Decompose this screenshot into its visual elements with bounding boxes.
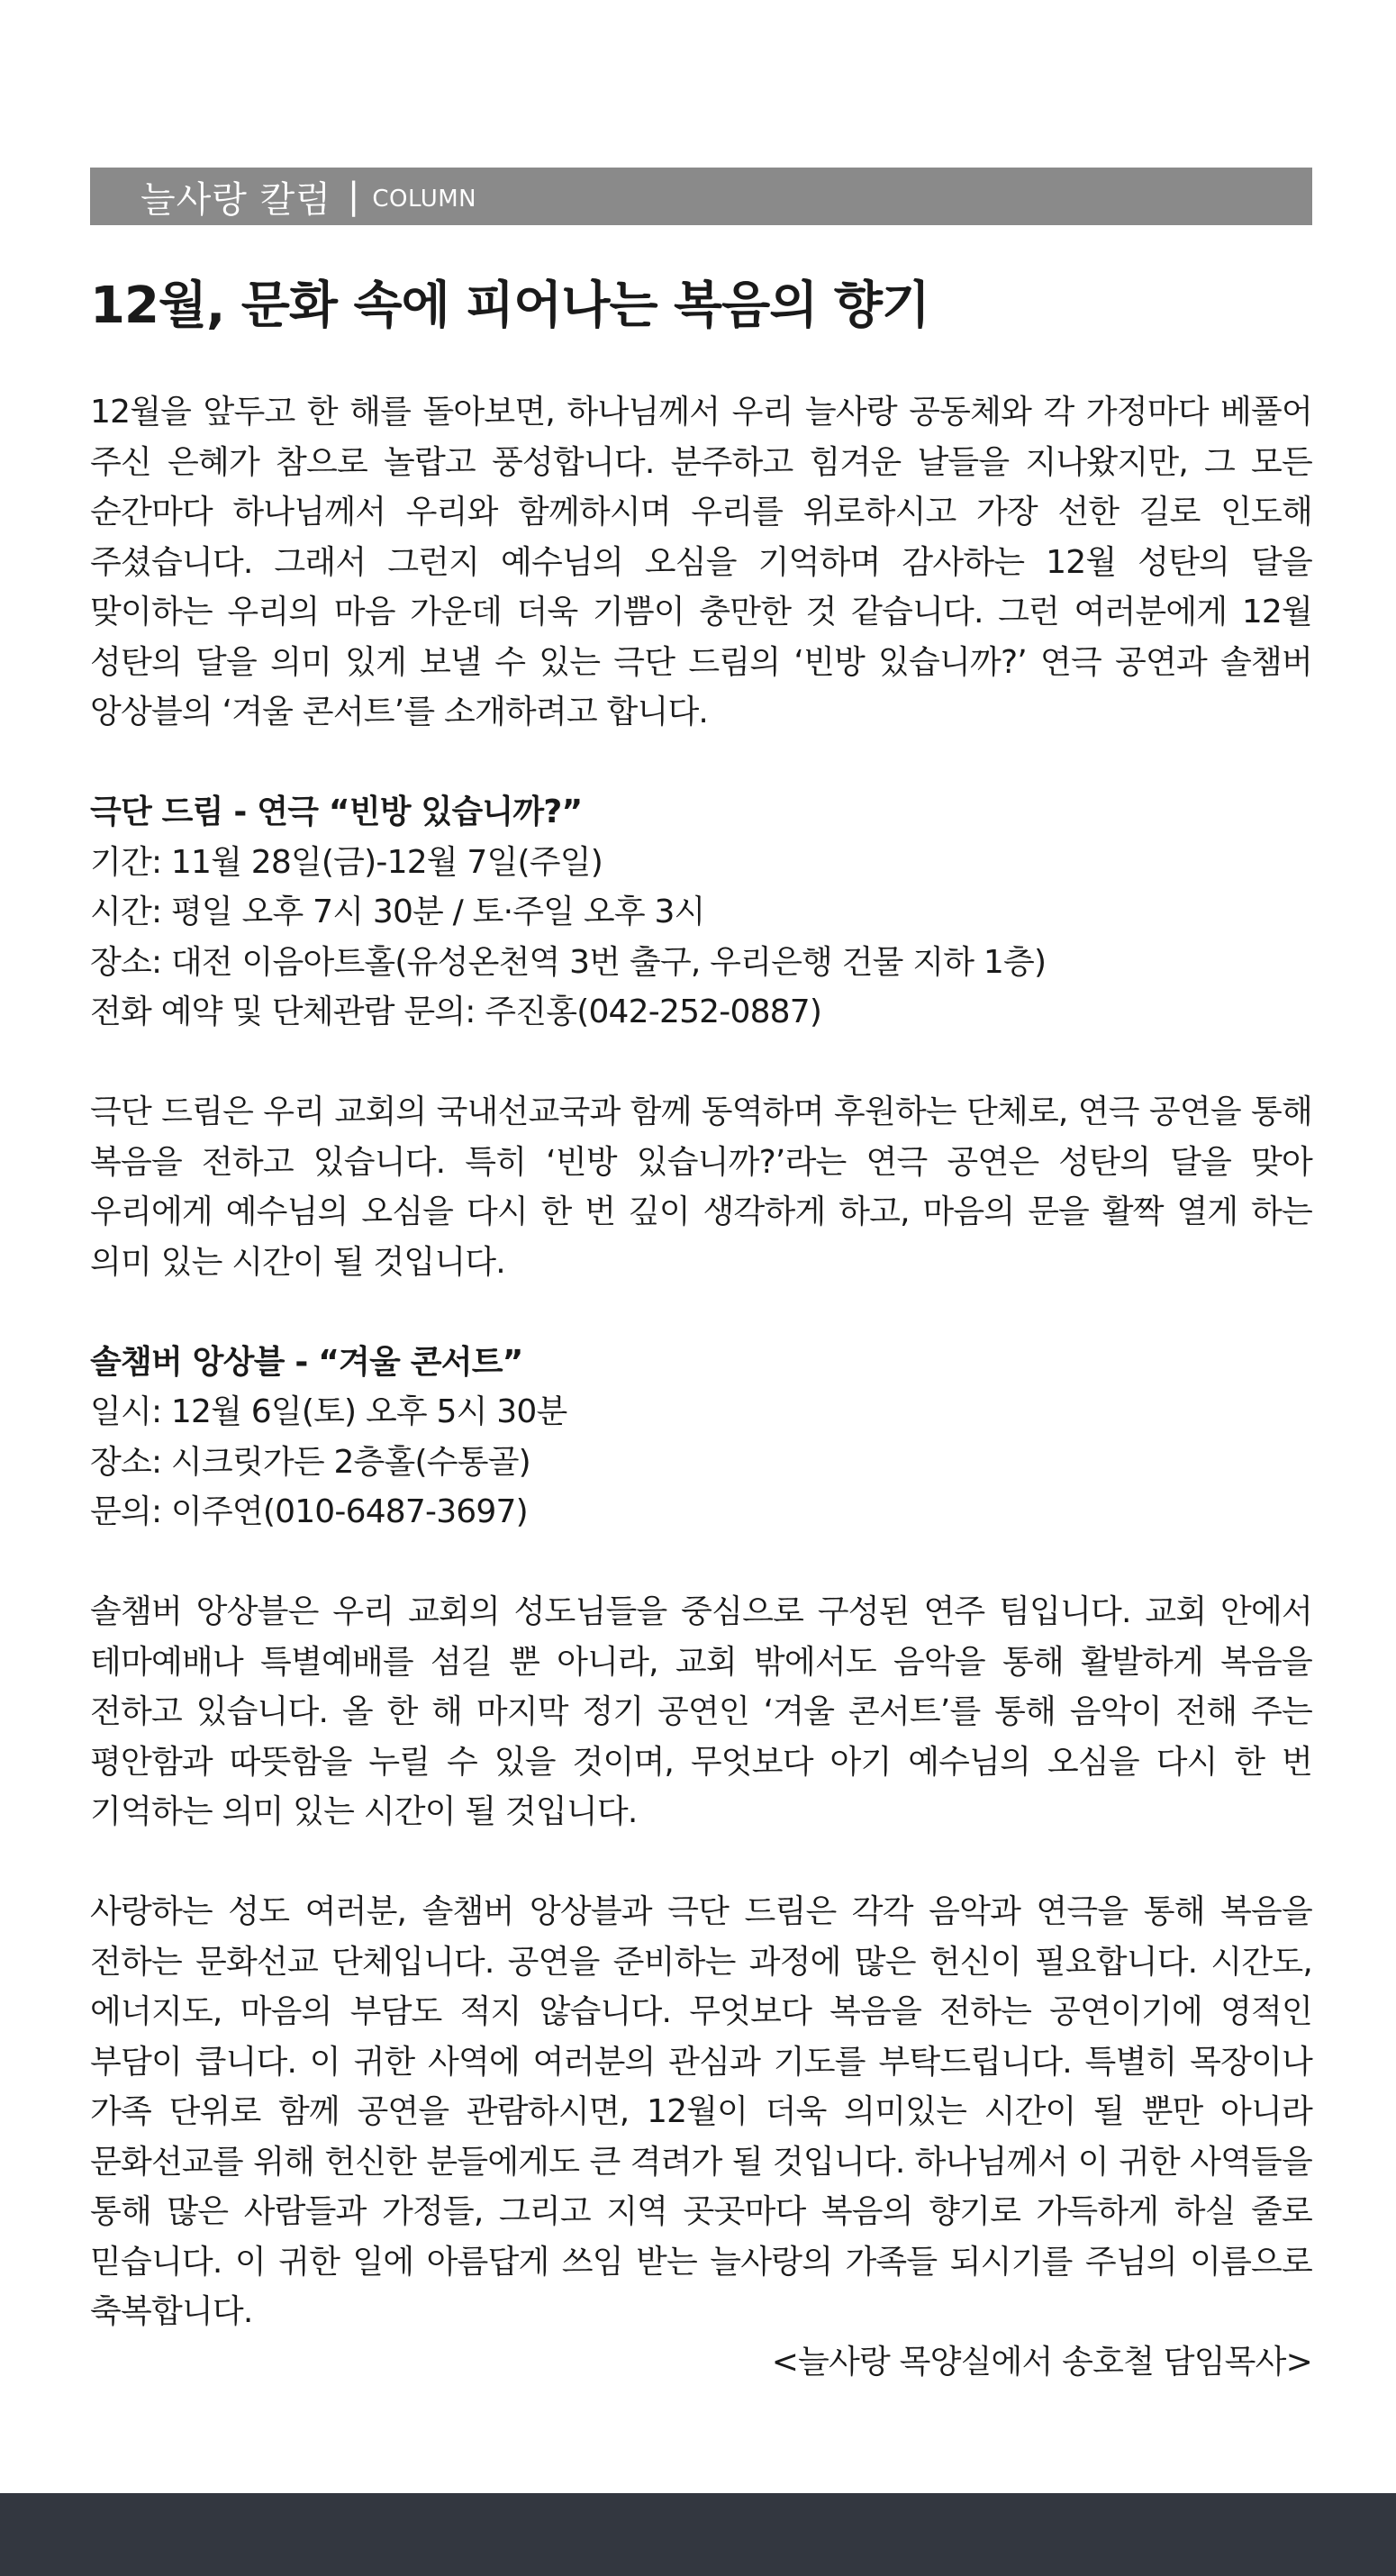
event-concert-title: 솔챔버 앙상블 - “겨울 콘서트” (90, 1343, 523, 1381)
event-concert-place: 장소: 시크릿가든 2층홀(수통골) (90, 1443, 530, 1481)
author-signature: <늘사랑 목양실에서 송호철 담임목사> (771, 2343, 1312, 2381)
event-drama-contact: 전화 예약 및 단체관람 문의: 주진홍(042-252-0887) (90, 993, 822, 1030)
event-drama-period: 기간: 11월 28일(금)-12월 7일(주일) (90, 843, 603, 881)
intro-paragraph: 12월을 앞두고 한 해를 돌아보면, 하나님께서 우리 늘사랑 공동체와 각 가정마다 베풀어 주신 은혜가 참으로 놀랍고 풍성합니다. 분주하고 힘겨운 날들을 지나왔지만, 그 모든 순간마다 하나님께서 우리와 함께하시며 우리를 위로하시고 가장 선한 길로 인도해 주셨습니다. 그래서 그런지 예수님의 오심을 기억하며 감사하는 12월 성탄의 달을 맞이하는 우리의 마음 가운데 더욱 기쁨이 충만한 것 같습니다. 그런 여러분에게 12월 성탄의 달을 의미 있게 보낼 수 있는 극단 드림의 ‘빈방 있습니까?’ 연극 공연과 솔챔버 앙상블의 ‘겨울 콘서트’를 소개하려고 합니다. (90, 394, 1312, 730)
article-body (90, 387, 1312, 2387)
event-concert-datetime: 일시: 12월 6일(토) 오후 5시 30분 (90, 1393, 567, 1430)
event-drama-time: 시간: 평일 오후 7시 30분 / 토·주일 오후 3시 (90, 893, 705, 930)
footer-bar (0, 2493, 1396, 2576)
event-drama-place: 장소: 대전 이음아트홀(유성온천역 3번 출구, 우리은행 건물 지하 1층) (90, 943, 1047, 981)
header-separator: | (347, 176, 360, 217)
event-concert-contact: 문의: 이주연(010-6487-3697) (90, 1493, 528, 1530)
event-drama-description: 극단 드림은 우리 교회의 국내선교국과 함께 동역하며 후원하는 단체로, 연극 공연을 통해 복음을 전하고 있습니다. 특히 ‘빈방 있습니까?’라는 연극 공연은 성탄의 달을 맞아 우리에게 예수님의 오심을 다시 한 번 깊이 생각하게 하고, 마음의 문을 활짝 열게 하는 의미 있는 시간이 될 것입니다. (90, 1093, 1312, 1281)
event-drama-title: 극단 드림 - 연극 “빈방 있습니까?” (90, 794, 583, 830)
closing-paragraph: 사랑하는 성도 여러분, 솔챔버 앙상블과 극단 드림은 각각 음악과 연극을 통해 복음을 전하는 문화선교 단체입니다. 공연을 준비하는 과정에 많은 헌신이 필요합니다. 시간도, 에너지도, 마음의 부담도 적지 않습니다. 무엇보다 복음을 전하는 공연이기에 영적인 부담이 큽니다. 이 귀한 사역에 여러분의 관심과 기도를 부탁드립니다. 특별히 목장이나 가족 단위로 함께 공연을 관람하시면, 12월이 더욱 의미있는 시간이 될 뿐만 아니라 문화선교를 위해 헌신한 분들에게도 큰 격려가 될 것입니다. 하나님께서 이 귀한 사역들을 통해 많은 사람들과 가정들, 그리고 지역 곳곳마다 복음의 향기로 가득하게 하실 줄로 믿습니다. 이 귀한 일에 아름답게 쓰임 받는 늘사랑의 가족들 되시기를 주님의 이름으로 축복합니다. (90, 1893, 1312, 2330)
event-concert-description: 솔챔버 앙상블은 우리 교회의 성도님들을 중심으로 구성된 연주 팀입니다. 교회 안에서 테마예배나 특별예배를 섬길 뿐 아니라, 교회 밖에서도 음악을 통해 활발하게 복음을 전하고 있습니다. 올 한 해 마지막 정기 공연인 ‘겨울 콘서트’를 통해 음악이 전해 주는 평안함과 따뜻함을 누릴 수 있을 것이며, 무엇보다 아기 예수님의 오심을 다시 한 번 기억하는 의미 있는 시간이 될 것입니다. (90, 1593, 1312, 1830)
section-subtitle: COLUMN (372, 186, 477, 213)
article-title: 12월, 문화 속에 피어나는 복음의 향기 (90, 277, 930, 335)
event-drama-info (90, 787, 1312, 1038)
section-title: 늘사랑 칼럼 (141, 178, 331, 221)
event-concert-info (90, 1338, 1312, 1537)
column-header-bar (90, 168, 1312, 225)
